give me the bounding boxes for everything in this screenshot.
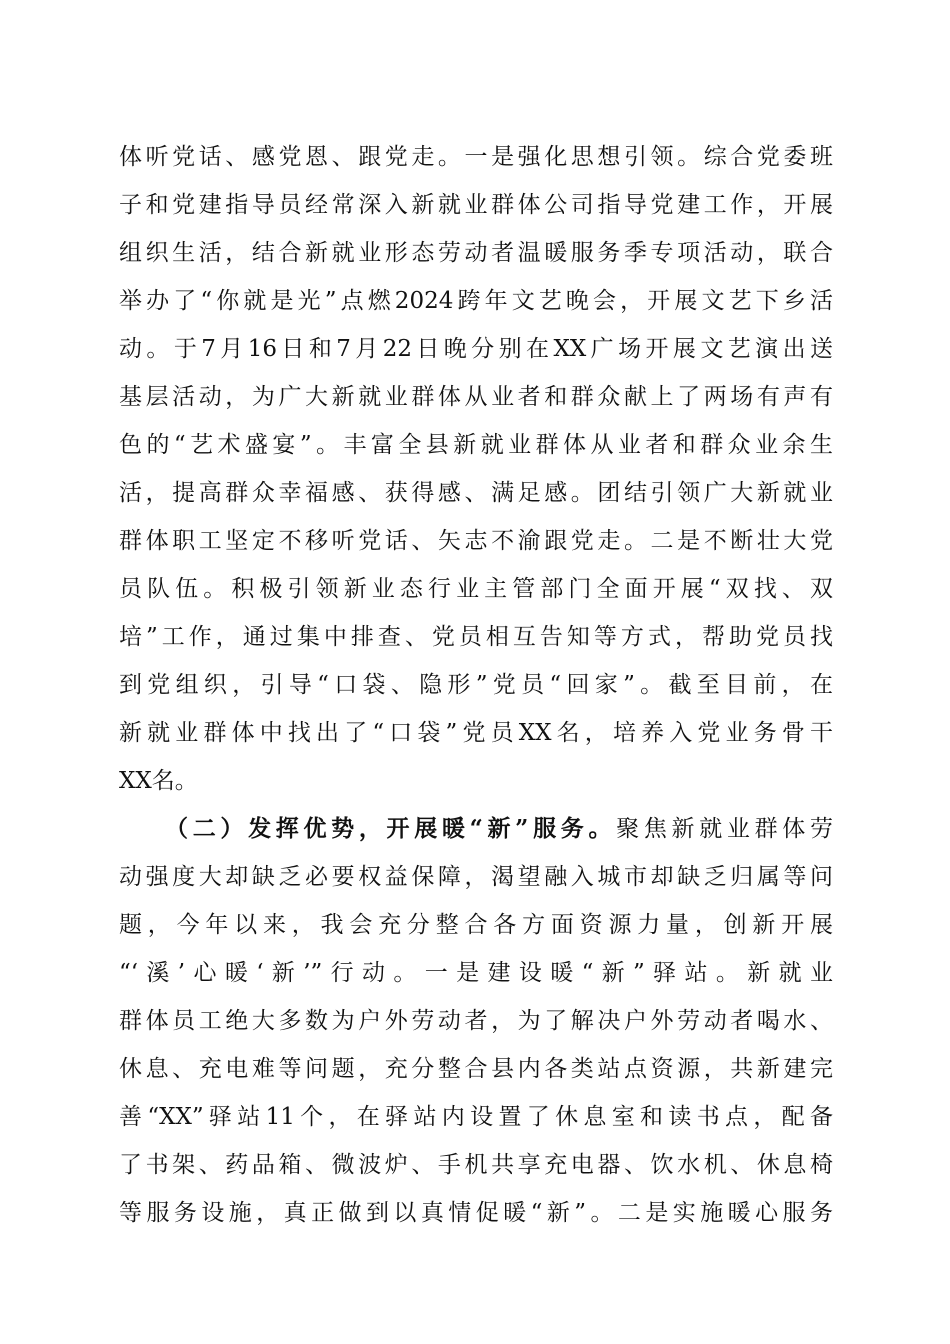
paragraph-line: 群体员工绝大多数为户外劳动者，为了解决户外劳动者喝水、 bbox=[119, 1008, 833, 1034]
paragraph-line: 休息、充电难等问题，充分整合县内各类站点资源，共新建完 bbox=[119, 1056, 833, 1082]
paragraph-line: 子和党建指导员经常深入新就业群体公司指导党建工作，开展 bbox=[119, 192, 833, 218]
paragraph-line: “‘溪’心暖‘新’”行动。一是建设暖“新”驿站。新就业 bbox=[119, 960, 833, 986]
paragraph-line: 活，提高群众幸福感、获得感、满足感。团结引领广大新就业 bbox=[119, 480, 833, 506]
paragraph-line: 组织生活，结合新就业形态劳动者温暖服务季专项活动，联合 bbox=[119, 240, 833, 266]
paragraph-line: 到党组织，引导“口袋、隐形”党员“回家”。截至目前，在 bbox=[119, 672, 833, 698]
paragraph-line: 色的“艺术盛宴”。丰富全县新就业群体从业者和群众业余生 bbox=[119, 432, 833, 458]
body-text bbox=[119, 133, 833, 1237]
paragraph-line: XX名。 bbox=[119, 768, 198, 794]
paragraph-line: 员队伍。积极引领新业态行业主管部门全面开展“双找、双 bbox=[119, 576, 833, 602]
paragraph-line: 新就业群体中找出了“口袋”党员XX名，培养入党业务骨干 bbox=[119, 720, 833, 746]
paragraph-line: 善“XX”驿站11个，在驿站内设置了休息室和读书点，配备 bbox=[119, 1104, 833, 1130]
paragraph-line: 等服务设施，真正做到以真情促暖“新”。二是实施暖心服务 bbox=[119, 1200, 833, 1226]
paragraph-line: 体听党话、感党恩、跟党走。一是强化思想引领。综合党委班 bbox=[119, 144, 833, 170]
paragraph-line: 举办了“你就是光”点燃2024跨年文艺晚会，开展文艺下乡活 bbox=[119, 288, 833, 314]
paragraph-line: 了书架、药品箱、微波炉、手机共享充电器、饮水机、休息椅 bbox=[119, 1152, 833, 1178]
paragraph-line: 群体职工坚定不移听党话、矢志不渝跟党走。二是不断壮大党 bbox=[119, 528, 833, 554]
paragraph-line: 基层活动，为广大新就业群体从业者和群众献上了两场有声有 bbox=[119, 384, 833, 410]
section-heading: （二）发挥优势，开展暖“新”服务。 bbox=[165, 815, 617, 842]
section-heading-rest: 聚焦新就业群体劳 bbox=[616, 816, 833, 842]
section-heading-line bbox=[119, 805, 833, 853]
paragraph-line: 动强度大却缺乏必要权益保障，渴望融入城市却缺乏归属等问 bbox=[119, 864, 833, 890]
paragraph-line: 题，今年以来，我会充分整合各方面资源力量，创新开展 bbox=[119, 912, 833, 938]
paragraph-line: 培”工作，通过集中排查、党员相互告知等方式，帮助党员找 bbox=[119, 624, 833, 650]
paragraph-line: 动。于7月16日和7月22日晚分别在XX广场开展文艺演出送 bbox=[119, 336, 833, 362]
